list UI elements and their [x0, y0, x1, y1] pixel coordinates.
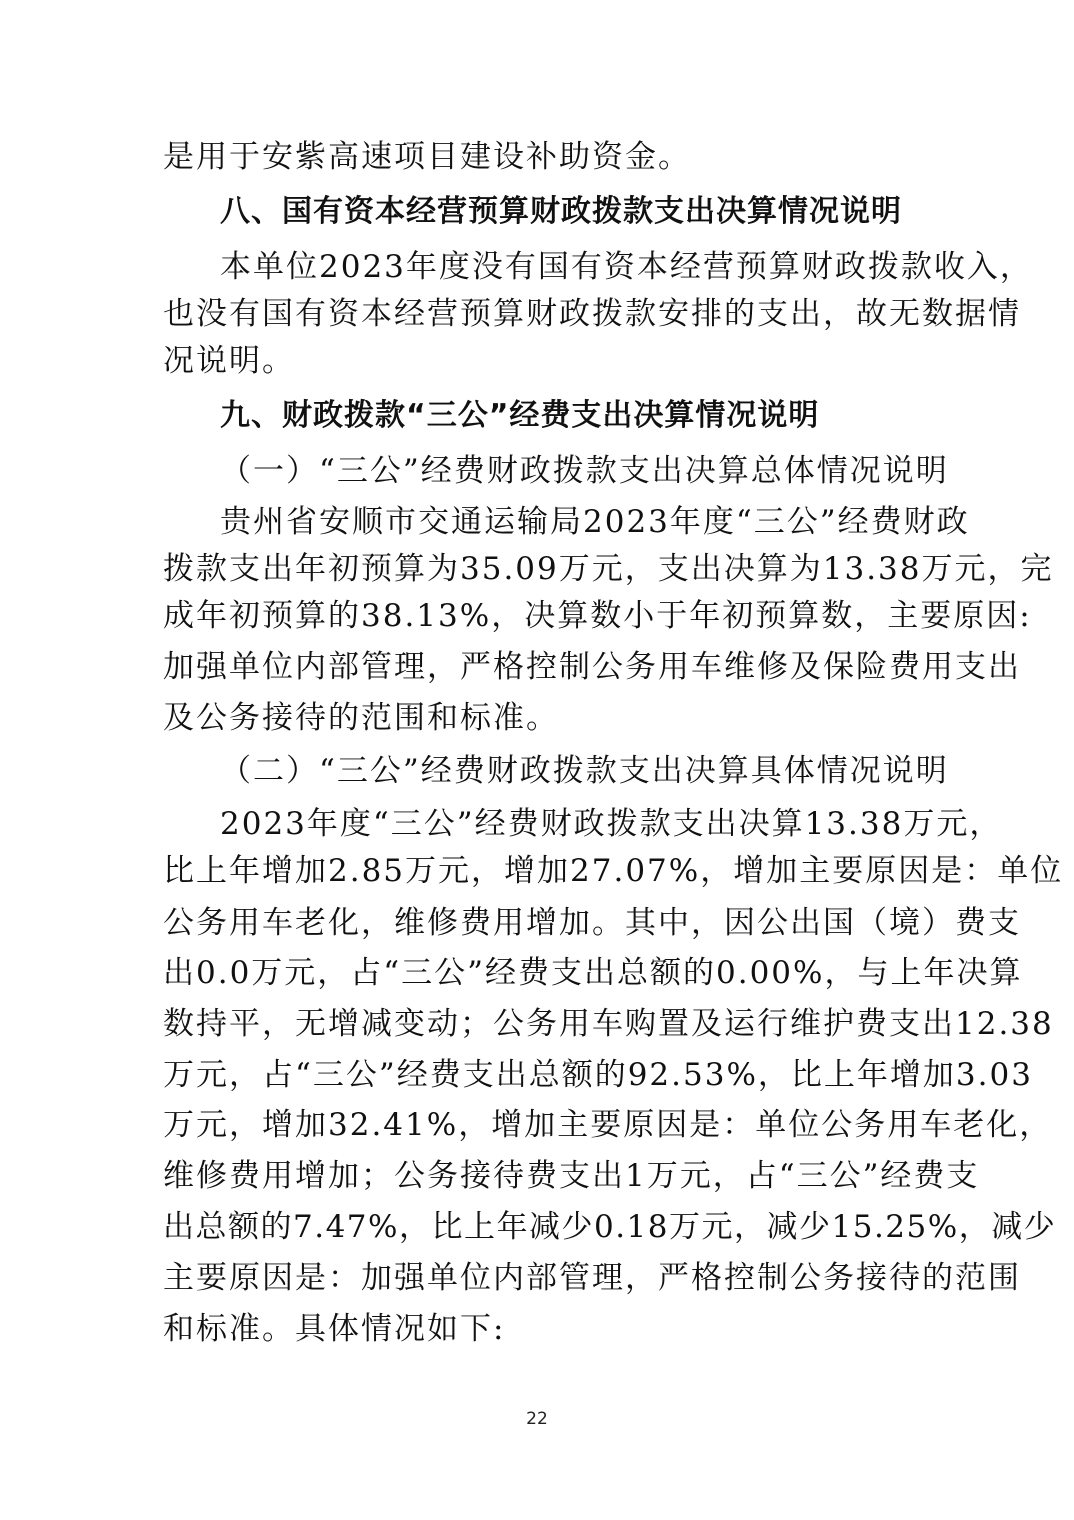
paragraph-line: 拨款支出年初预算为35.09万元，支出决算为13.38万元，完: [163, 551, 1054, 587]
paragraph-line: 及公务接待的范围和标准。: [163, 700, 559, 736]
paragraph-line: 成年初预算的38.13%，决算数小于年初预算数，主要原因:: [163, 598, 1032, 634]
paragraph-line: 也没有国有资本经营预算财政拨款安排的支出，故无数据情: [163, 296, 1021, 332]
paragraph-line: 贵州省安顺市交通运输局2023年度“三公”经费财政: [220, 504, 970, 540]
paragraph-line: 和标准。具体情况如下:: [163, 1311, 506, 1347]
page-number: 22: [526, 1409, 548, 1429]
paragraph-line: 加强单位内部管理，严格控制公务用车维修及保险费用支出: [163, 649, 1021, 685]
paragraph-line: 公务用车老化，维修费用增加。其中，因公出国（境）费支: [163, 905, 1021, 941]
paragraph-line: 出总额的7.47%，比上年减少0.18万元，减少15.25%，减少: [163, 1209, 1057, 1245]
paragraph-line: 万元，占“三公”经费支出总额的92.53%，比上年增加3.03: [163, 1057, 1033, 1093]
paragraph-line: 本单位2023年度没有国有资本经营预算财政拨款收入，: [220, 249, 1033, 285]
subsection-heading-2: （二）“三公”经费财政拨款支出决算具体情况说明: [220, 753, 949, 789]
section-heading-8: 八、国有资本经营预算财政拨款支出决算情况说明: [220, 194, 902, 229]
subsection-heading-1: （一）“三公”经费财政拨款支出决算总体情况说明: [220, 453, 949, 489]
paragraph-line: 2023年度“三公”经费财政拨款支出决算13.38万元，: [220, 806, 1003, 842]
paragraph-line: 数持平，无增减变动；公务用车购置及运行维护费支出12.38: [163, 1006, 1054, 1042]
paragraph-line: 是用于安紫高速项目建设补助资金。: [163, 139, 691, 175]
paragraph-line: 况说明。: [163, 343, 295, 379]
paragraph-line: 比上年增加2.85万元，增加27.07%，增加主要原因是：单位: [163, 853, 1064, 889]
paragraph-line: 出0.0万元，占“三公”经费支出总额的0.00%，与上年决算: [163, 955, 1023, 991]
section-heading-9: 九、财政拨款“三公”经费支出决算情况说明: [220, 398, 820, 433]
paragraph-line: 万元，增加32.41%，增加主要原因是：单位公务用车老化，: [163, 1107, 1053, 1143]
paragraph-line: 主要原因是：加强单位内部管理，严格控制公务接待的范围: [163, 1260, 1021, 1296]
paragraph-line: 维修费用增加；公务接待费支出1万元，占“三公”经费支: [163, 1158, 980, 1194]
